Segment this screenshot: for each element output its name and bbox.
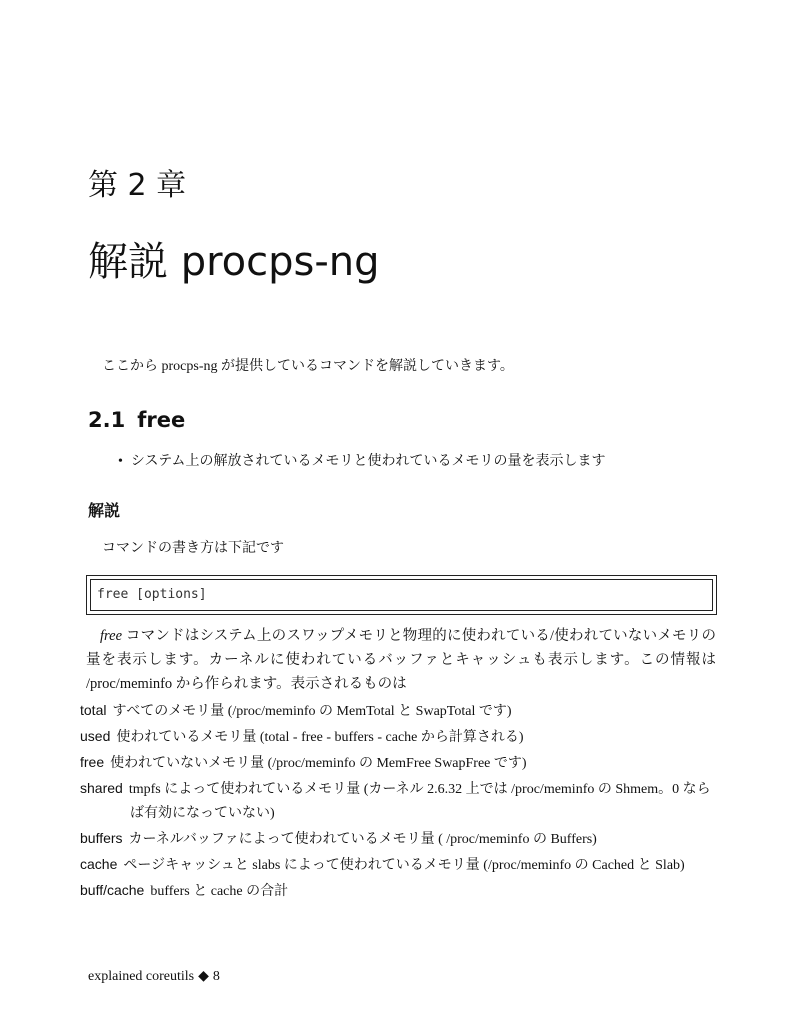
definition-term: free: [80, 754, 105, 770]
chapter-label: 第 2 章: [88, 168, 187, 203]
page-footer: [88, 966, 220, 988]
definition-text: ページキャッシュと slabs によって使われているメモリ量 (/proc/meminfo の Cached と Slab): [123, 858, 685, 873]
usage-text: コマンドの書き方は下記です: [102, 541, 284, 556]
definition-item: [80, 698, 716, 724]
definition-term: cache: [80, 856, 118, 872]
definition-term: used: [80, 728, 111, 744]
code-text: free [options]: [90, 579, 713, 611]
definition-text: buffers と cache の合計: [150, 884, 289, 899]
definition-term: total: [80, 702, 107, 718]
definition-text: 使われているメモリ量 (total - free - buffers - cache から計算される): [116, 730, 524, 745]
intro-paragraph: ここから procps-ng が提供しているコマンドを解説していきます。: [102, 359, 514, 374]
footer-book-title: explained coreutils: [88, 969, 195, 984]
definition-item: [80, 724, 716, 750]
description-text: コマンドはシステム上のスワップメモリと物理的に使われている/使われていないメモリの量を表示します。カーネルに使われているバッファとキャッシュも表示します。この情報は /proc/meminfo から作られます。表示されるものは: [86, 628, 716, 692]
bullet-item: [118, 451, 606, 473]
bullet-icon: •: [118, 454, 123, 469]
definition-item: [80, 750, 716, 776]
section-title: free: [137, 408, 186, 432]
definition-term: buff/cache: [80, 882, 145, 898]
definition-item: [80, 776, 716, 826]
definition-text: カーネルバッファによって使われているメモリ量 ( /proc/meminfo の Buffers): [128, 832, 597, 847]
bullet-text: システム上の解放されているメモリと使われているメモリの量を表示します: [130, 454, 606, 469]
definition-item: [80, 878, 716, 904]
definition-text: すべてのメモリ量 (/proc/meminfo の MemTotal と SwapTotal です): [112, 704, 512, 719]
section-number: 2.1: [88, 408, 126, 432]
section-heading: [88, 405, 185, 435]
definition-text: tmpfs によって使われているメモリ量 (カーネル 2.6.32 上では /proc/meminfo の Shmem。0 ならば有効になっていない): [128, 782, 711, 821]
code-box: [86, 575, 717, 615]
definition-text: 使われていないメモリ量 (/proc/meminfo の MemFree SwapFree です): [110, 756, 527, 771]
description-paragraph: [86, 624, 716, 696]
definition-term: buffers: [80, 830, 123, 846]
page-number: 8: [212, 969, 220, 984]
description-command: free: [100, 628, 123, 644]
definition-list: [80, 698, 716, 904]
definition-term: shared: [80, 780, 123, 796]
definition-item: [80, 852, 716, 878]
subheading: 解説: [88, 501, 121, 520]
diamond-icon: ◆: [198, 969, 209, 984]
chapter-title: 解説 procps-ng: [88, 239, 380, 285]
definition-item: [80, 826, 716, 852]
